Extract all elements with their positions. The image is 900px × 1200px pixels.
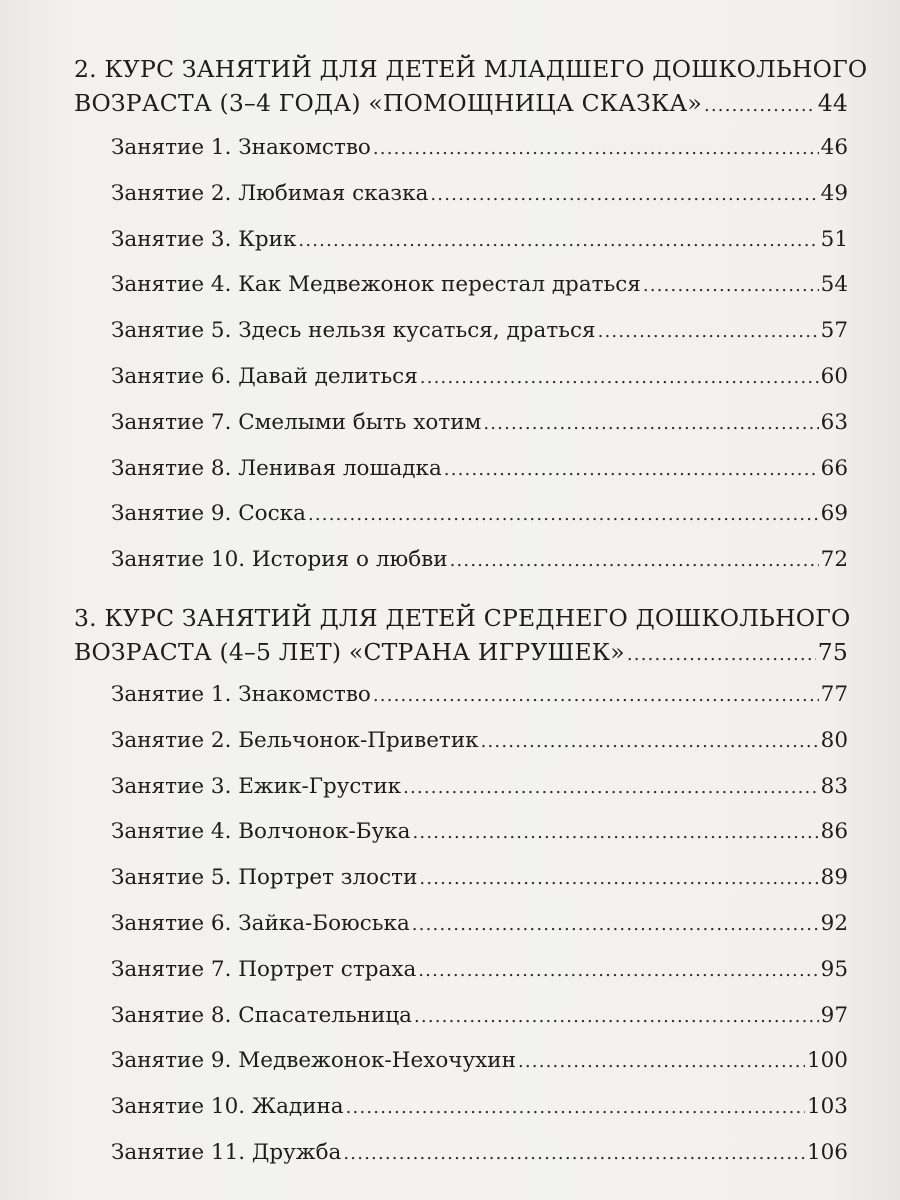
dot-leader [403, 765, 819, 811]
dot-leader [373, 673, 819, 719]
dot-leader [308, 492, 819, 538]
toc-entry [74, 764, 848, 810]
page-number: 69 [820, 501, 848, 527]
toc-entry [74, 993, 848, 1039]
dot-leader [444, 447, 819, 493]
page-number: 57 [820, 318, 848, 344]
page-number: 75 [817, 637, 848, 666]
entry-title: Занятие 7. Смелыми быть хотим [111, 409, 482, 435]
toc-entry [74, 901, 848, 947]
entry-title: Занятие 3. Ежик-Грустик [111, 773, 402, 799]
entry-title: Занятие 2. Любимая сказка [111, 180, 429, 206]
page-number: 97 [820, 1002, 848, 1028]
section-heading-line: 2. КУРС ЗАНЯТИЙ ДЛЯ ДЕТЕЙ МЛАДШЕГО ДОШКОЛЬНОГО [74, 55, 868, 83]
toc-entry [74, 125, 848, 171]
section-heading-text: ВОЗРАСТА (4–5 ЛЕТ) «СТРАНА ИГРУШЕК» [74, 637, 625, 666]
entry-list [74, 672, 848, 1176]
toc-entry [74, 1084, 848, 1130]
entry-title: Занятие 1. Знакомство [111, 135, 371, 160]
dot-leader [518, 1039, 805, 1085]
section-heading-text: ВОЗРАСТА (3–4 ГОДА) «ПОМОЩНИЦА СКАЗКА» [74, 89, 702, 117]
toc-entry [74, 1038, 848, 1084]
page-number: 49 [820, 180, 848, 206]
toc-entry [74, 855, 848, 901]
toc-section-3 [74, 601, 851, 1176]
entry-title: Занятие 6. Давай делиться [111, 363, 418, 389]
dot-leader [481, 719, 819, 765]
section-heading [74, 601, 851, 672]
entry-title: Занятие 11. Дружба [111, 1139, 342, 1165]
dot-leader [483, 401, 818, 447]
entry-title: Занятие 2. Бельчонок-Приветик [111, 727, 479, 753]
toc-entry [74, 262, 848, 308]
toc-entry [74, 718, 848, 764]
toc-entry [74, 354, 848, 400]
entry-title: Занятие 9. Медвежонок-Нехочухин [111, 1048, 516, 1074]
section-heading-line [74, 635, 848, 672]
dot-leader [343, 1131, 805, 1177]
page-number: 83 [820, 773, 848, 799]
section-heading-line [74, 86, 848, 123]
page-number: 95 [820, 956, 848, 982]
page-number: 66 [820, 455, 848, 481]
dot-leader [704, 89, 816, 123]
page-number: 46 [820, 135, 848, 160]
page-number: 60 [820, 363, 848, 389]
entry-title: Занятие 9. Соска [111, 501, 306, 527]
section-heading [74, 52, 868, 123]
toc-entry [74, 1130, 848, 1176]
entry-title: Занятие 8. Спасательница [111, 1002, 412, 1028]
page-number: 100 [806, 1048, 848, 1074]
toc-entry [74, 809, 848, 855]
entry-title: Занятие 1. Знакомство [111, 681, 371, 707]
dot-leader [414, 994, 819, 1040]
page-number: 72 [820, 547, 848, 573]
toc-entry [74, 308, 848, 354]
toc-entry [74, 400, 848, 446]
page-number: 80 [820, 727, 848, 753]
entry-list [74, 125, 848, 583]
page-number: 89 [820, 865, 848, 891]
toc-entry [74, 537, 848, 583]
dot-leader [627, 638, 816, 672]
page-number: 77 [820, 681, 848, 707]
entry-title: Занятие 5. Здесь нельзя кусаться, драться [111, 318, 596, 344]
toc-entry [74, 171, 848, 217]
dot-leader [412, 902, 819, 948]
page-number: 63 [820, 409, 848, 435]
table-of-contents [74, 52, 868, 1176]
dot-leader [430, 172, 818, 218]
toc-entry [74, 446, 848, 492]
dot-leader [643, 263, 819, 309]
toc-entry [74, 491, 848, 537]
dot-leader [598, 309, 819, 355]
entry-title: Занятие 6. Зайка-Боюська [111, 910, 410, 936]
dot-leader [419, 856, 818, 902]
section-heading-line: 3. КУРС ЗАНЯТИЙ ДЛЯ ДЕТЕЙ СРЕДНЕГО ДОШКОЛЬНОГО [74, 603, 851, 632]
page-number: 44 [817, 89, 848, 117]
entry-title: Занятие 7. Портрет страха [111, 956, 417, 982]
toc-section-2 [74, 52, 868, 583]
page-number: 51 [820, 226, 848, 252]
entry-title: Занятие 3. Крик [111, 226, 297, 252]
toc-entry [74, 947, 848, 993]
entry-title: Занятие 8. Ленивая лошадка [111, 455, 442, 481]
entry-title: Занятие 10. Жадина [111, 1094, 344, 1120]
page-number: 103 [806, 1094, 848, 1120]
dot-leader [373, 126, 819, 172]
toc-entry [74, 217, 848, 263]
dot-leader [420, 355, 819, 401]
dot-leader [298, 218, 818, 264]
page-number: 54 [820, 272, 848, 298]
toc-entry [74, 672, 848, 718]
dot-leader [412, 810, 818, 856]
entry-title: Занятие 4. Волчонок-Бука [111, 819, 411, 845]
page-number: 86 [820, 819, 848, 845]
entry-title: Занятие 4. Как Медвежонок перестал драться [111, 272, 641, 298]
dot-leader [450, 538, 819, 584]
page-number: 92 [820, 910, 848, 936]
page-number: 106 [806, 1139, 848, 1165]
dot-leader [346, 1085, 805, 1131]
entry-title: Занятие 5. Портрет злости [111, 865, 418, 891]
dot-leader [418, 948, 818, 994]
entry-title: Занятие 10. История о любви [111, 547, 448, 573]
